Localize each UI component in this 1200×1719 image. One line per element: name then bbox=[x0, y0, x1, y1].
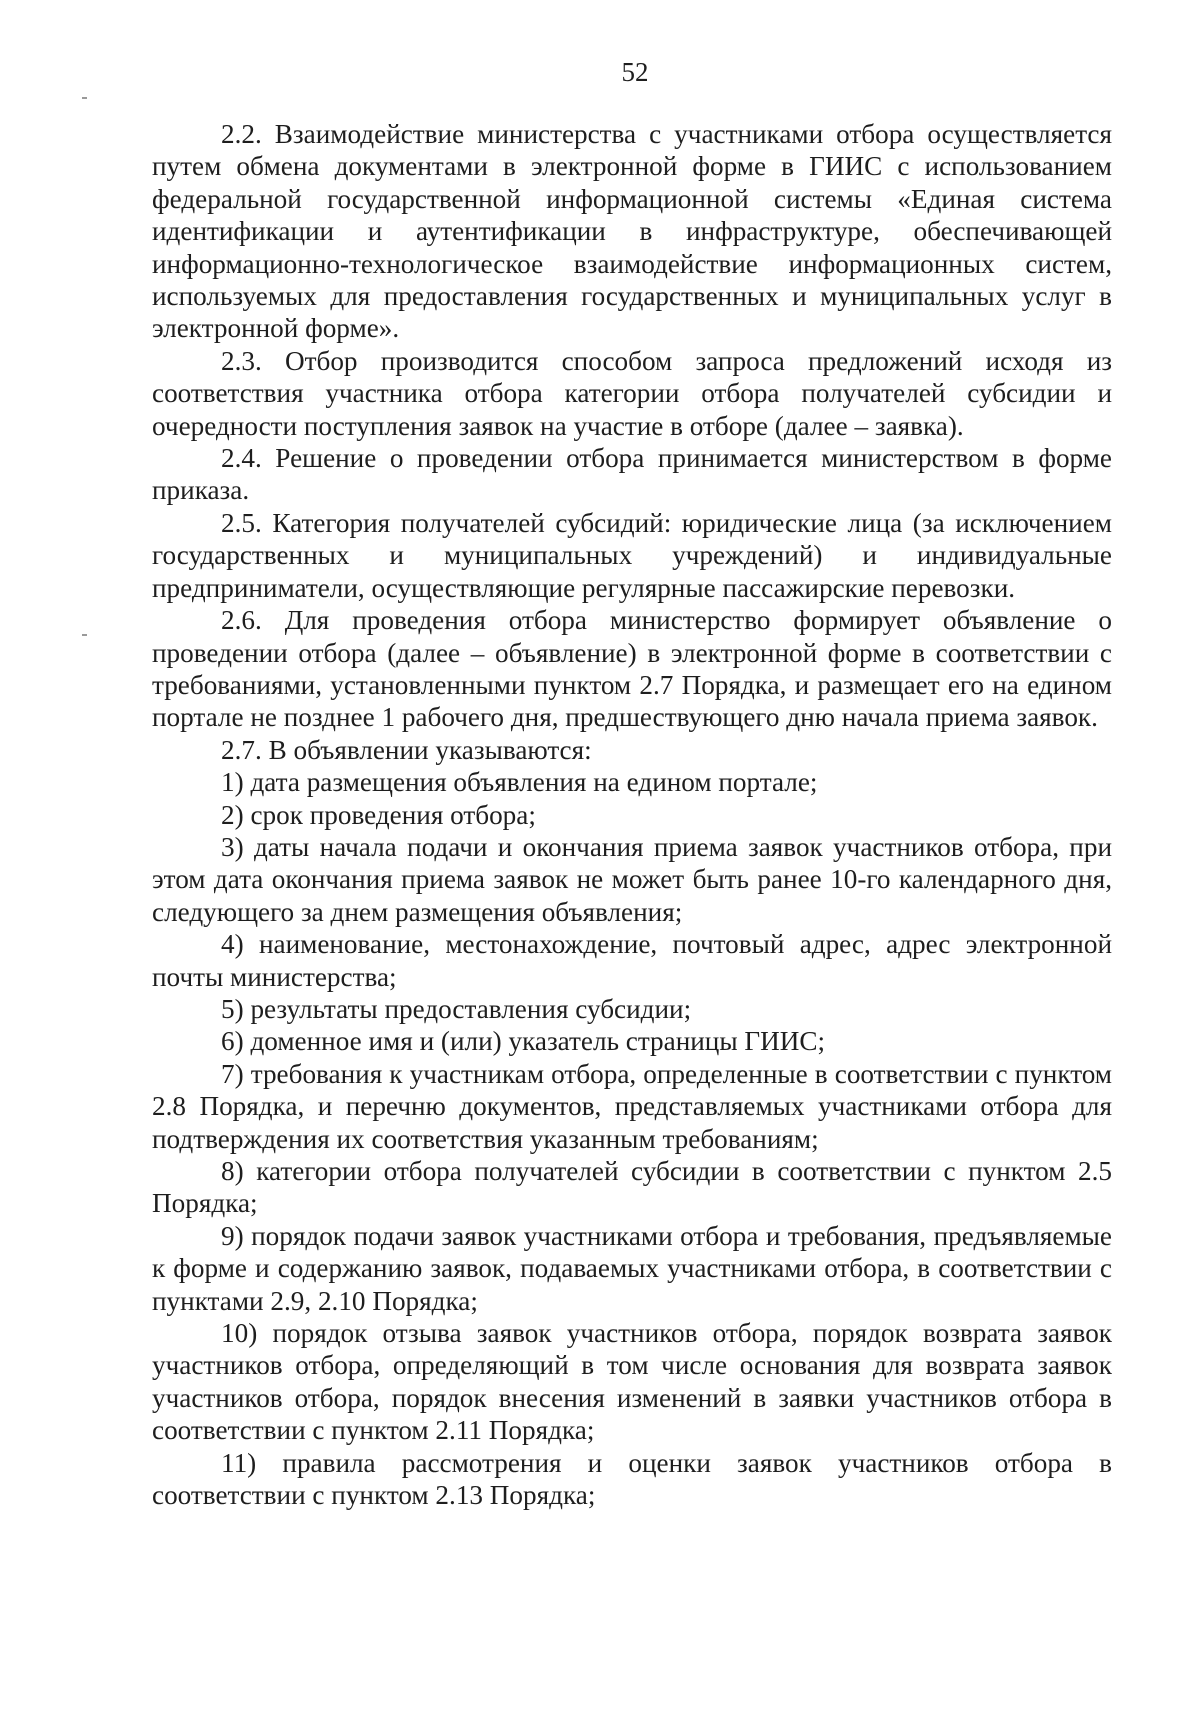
paragraph-2-4: 2.4. Решение о проведении отбора принимается министерством в форме приказа. bbox=[152, 443, 1112, 506]
list-item-1: 1) дата размещения объявления на едином портале; bbox=[221, 767, 818, 798]
list-item-4: 4) наименование, местонахождение, почтовый адрес, адрес электронной почты министерства; bbox=[152, 929, 1112, 992]
scan-mark bbox=[82, 634, 87, 636]
list-item-7: 7) требования к участникам отбора, определенные в соответствии с пунктом 2.8 Порядка, и перечню документов, представляемых участниками отбора для подтверждения их соответствия указанным требованиям; bbox=[152, 1058, 1112, 1154]
list-item-11: 11) правила рассмотрения и оценки заявок участников отбора в соответствии с пунктом 2.13 Порядка; bbox=[152, 1447, 1112, 1511]
paragraph-2-6: 2.6. Для проведения отбора министерство формирует объявление о проведении отбора (далее – объявление) в электронной форме в соответствии с требованиями, установленными пунктом 2.7 Порядка, и размещает его на едином портале не позднее 1 рабочего дня, предшествующего дню начала приема заявок. bbox=[152, 605, 1112, 733]
list-item-8: 8) категории отбора получателей субсидии в соответствии с пунктом 2.5 Порядка; bbox=[152, 1156, 1112, 1219]
paragraph-2-3: 2.3. Отбор производится способом запроса предложений исходя из соответствия участника отбора категории отбора получателей субсидии и очередности поступления заявок на участие в отборе (далее – заявка). bbox=[152, 345, 1112, 441]
list-item-6: 6) доменное имя и (или) указатель страницы ГИИС; bbox=[221, 1026, 826, 1057]
list-item-3: 3) даты начала подачи и окончания приема заявок участников отбора, при этом дата окончания приема заявок не может быть ранее 10-го календарного дня, следующего за днем размещения объявления; bbox=[152, 831, 1112, 927]
paragraph-2-2: 2.2. Взаимодействие министерства с участниками отбора осуществляется путем обмена документами в электронной форме в ГИИС с использованием федеральной государственной информационной системы «Единая система идентификации и аутентификации в инфраструктуре, обеспечивающей информационно-технологическое взаимодействие информационных систем, используемых для предоставления государственных и муниципальных услуг в электронной форме». bbox=[152, 119, 1112, 344]
list-item-10: 10) порядок отзыва заявок участников отбора, порядок возврата заявок участников отбора, определяющий в том числе основания для возврата заявок участников отбора, порядок внесения изменений в заявки участников отбора в соответствии с пунктом 2.11 Порядка; bbox=[152, 1318, 1112, 1446]
list-item-5: 5) результаты предоставления субсидии; bbox=[221, 993, 692, 1024]
paragraph-2-5: 2.5. Категория получателей субсидий: юридические лица (за исключением государственных и муниципальных учреждений) и индивидуальные предприниматели, осуществляющие регулярные пассажирские перевозки. bbox=[152, 507, 1112, 603]
list-item-9: 9) порядок подачи заявок участниками отбора и требования, предъявляемые к форме и содержанию заявок, подаваемых участниками отбора, в соответствии с пунктами 2.9, 2.10 Порядка; bbox=[152, 1220, 1112, 1316]
list-item-2: 2) срок проведения отбора; bbox=[221, 799, 536, 830]
paragraph-2-7: 2.7. В объявлении указываются: bbox=[221, 734, 592, 765]
scan-mark bbox=[82, 97, 87, 99]
document-body bbox=[152, 118, 1112, 1511]
page-number: 52 bbox=[621, 57, 649, 87]
